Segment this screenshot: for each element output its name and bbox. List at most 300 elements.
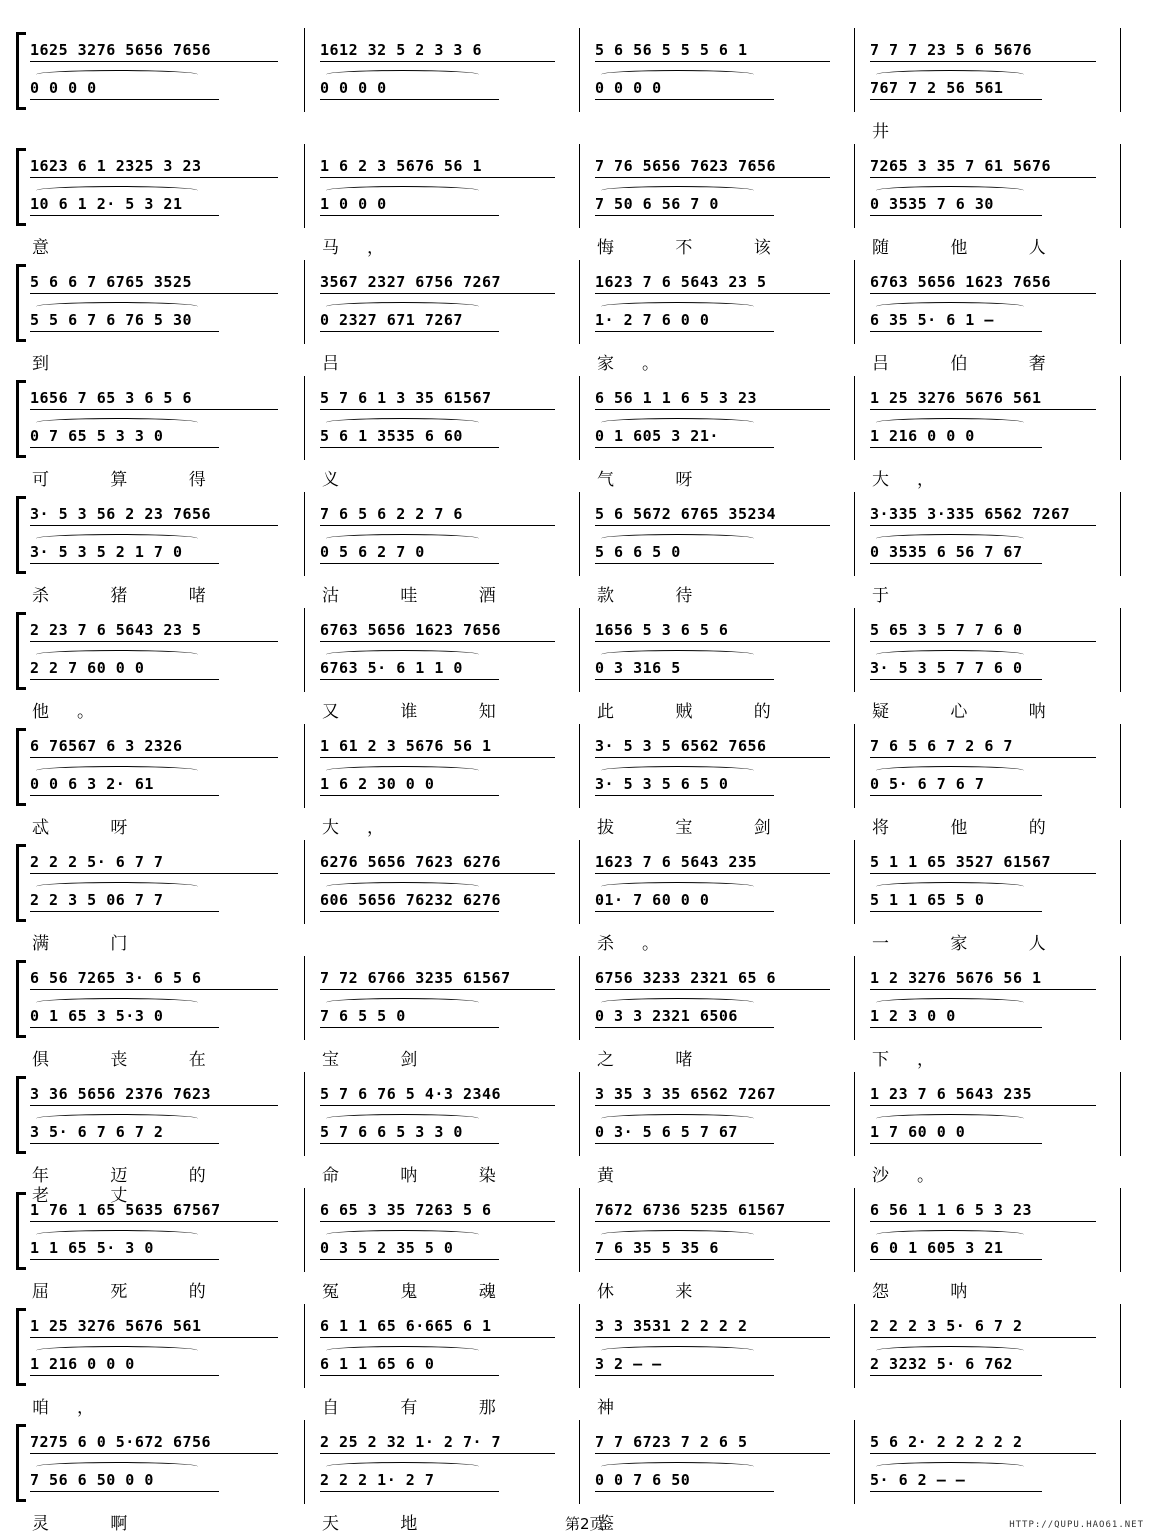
site-watermark: HTTP://QUPU.HAO61.NET: [1009, 1520, 1144, 1530]
lyric-text: 款 待: [597, 586, 721, 606]
measure: [870, 840, 1116, 956]
beam-line: [595, 525, 830, 526]
beam-line: [595, 1105, 830, 1106]
measure: [595, 492, 850, 608]
accompaniment-notes: 5 1 1 65 5 0: [870, 891, 985, 909]
beam-line: [30, 1143, 219, 1144]
beam-line: [870, 989, 1096, 990]
accompaniment-notes: 2 3232 5· 6 762: [870, 1355, 1013, 1373]
measure: [320, 260, 575, 376]
barline: [304, 840, 305, 924]
lyric-text: 家。: [597, 354, 687, 374]
beam-line: [595, 1143, 774, 1144]
melody-notes: 7265 3 35 7 61 5676: [870, 157, 1052, 175]
beam-line: [320, 293, 555, 294]
accompaniment-notes: 3· 5 3 5 2 1 7 0: [30, 543, 183, 561]
accompaniment-notes: 5 7 6 6 5 3 3 0: [320, 1123, 463, 1141]
accompaniment-notes: 0 3 3 2321 6506: [595, 1007, 738, 1025]
beam-line: [320, 331, 499, 332]
melody-notes: 5 6 2· 2 2 2 2 2: [870, 1433, 1023, 1451]
melody-notes: 3· 5 3 5 6562 7656: [595, 737, 767, 755]
accompaniment-notes: 0 0 6 3 2· 61: [30, 775, 154, 793]
melody-notes: 5 7 6 76 5 4·3 2346: [320, 1085, 502, 1103]
measure: [870, 260, 1116, 376]
measure: [870, 28, 1116, 144]
barline: [304, 1304, 305, 1388]
lyric-text: 疑 心 呐: [872, 702, 1074, 722]
beam-line: [30, 447, 219, 448]
beam-line: [595, 1337, 830, 1338]
beam-line: [595, 409, 830, 410]
beam-line: [320, 1105, 555, 1106]
beam-line: [870, 177, 1096, 178]
melody-notes: 1 25 3276 5676 561: [870, 389, 1042, 407]
beam-line: [30, 1105, 278, 1106]
barline: [579, 1188, 580, 1272]
accompaniment-notes: 5 6 1 3535 6 60: [320, 427, 463, 445]
barline: [304, 376, 305, 460]
lyric-text: 意: [32, 238, 77, 258]
measure: [870, 1304, 1116, 1420]
barline: [579, 724, 580, 808]
barline: [304, 1420, 305, 1504]
melody-notes: 3 3 3531 2 2 2 2: [595, 1317, 748, 1335]
beam-line: [870, 1491, 1042, 1492]
melody-notes: 1612 32 5 2 3 3 6: [320, 41, 483, 59]
accompaniment-notes: 0 3535 6 56 7 67: [870, 543, 1023, 561]
beam-line: [30, 409, 278, 410]
system-bracket: [16, 728, 26, 806]
barline: [1120, 724, 1121, 808]
measure: [320, 144, 575, 260]
melody-notes: 7 7 6723 7 2 6 5: [595, 1433, 748, 1451]
barline: [854, 28, 855, 112]
melody-notes: 5 1 1 65 3527 61567: [870, 853, 1052, 871]
melody-notes: 3·335 3·335 6562 7267: [870, 505, 1071, 523]
lyric-text: 沽 哇 酒: [322, 586, 524, 606]
beam-line: [320, 641, 555, 642]
melody-notes: 6276 5656 7623 6276: [320, 853, 502, 871]
measure: [595, 1072, 850, 1188]
lyric-text: 杀 猪 啫: [32, 586, 234, 606]
beam-line: [870, 331, 1042, 332]
melody-notes: 1 76 1 65 5635 67567: [30, 1201, 221, 1219]
lyric-text: 杀。: [597, 934, 687, 954]
beam-line: [595, 293, 830, 294]
beam-line: [320, 1221, 555, 1222]
accompaniment-notes: 606 5656 76232 6276: [320, 891, 502, 909]
lyric-text: 马，: [322, 238, 412, 258]
lyric-text: 他。: [32, 702, 122, 722]
accompaniment-notes: 1 216 0 0 0: [870, 427, 975, 445]
beam-line: [595, 911, 774, 912]
beam-line: [870, 1027, 1042, 1028]
melody-notes: 1625 3276 5656 7656: [30, 41, 212, 59]
measure: [30, 376, 300, 492]
system-bracket: [16, 1076, 26, 1154]
lyric-text: 沙。: [872, 1166, 962, 1186]
beam-line: [595, 757, 830, 758]
accompaniment-notes: 0 0 0 0: [320, 79, 387, 97]
accompaniment-notes: 0 2327 671 7267: [320, 311, 463, 329]
barline: [579, 1072, 580, 1156]
measure: [30, 608, 300, 724]
beam-line: [870, 61, 1096, 62]
measure: [320, 492, 575, 608]
beam-line: [595, 61, 830, 62]
measure: [30, 1072, 300, 1206]
beam-line: [320, 563, 499, 564]
beam-line: [595, 331, 774, 332]
accompaniment-notes: 767 7 2 56 561: [870, 79, 1004, 97]
accompaniment-notes: 1 0 0 0: [320, 195, 387, 213]
melody-notes: 6 76567 6 3 2326: [30, 737, 183, 755]
barline: [854, 376, 855, 460]
melody-notes: 3 36 5656 2376 7623: [30, 1085, 212, 1103]
barline: [304, 144, 305, 228]
beam-line: [320, 989, 555, 990]
beam-line: [30, 641, 278, 642]
page-footer: [0, 1510, 1152, 1534]
lyric-text: 满 门: [32, 934, 156, 954]
measure: [870, 724, 1116, 840]
system-bracket: [16, 496, 26, 574]
beam-line: [870, 447, 1042, 448]
accompaniment-notes: 0 5· 6 7 6 7: [870, 775, 985, 793]
system-bracket: [16, 148, 26, 226]
melody-notes: 6 56 1 1 6 5 3 23: [595, 389, 758, 407]
lyric-text: 大，: [872, 470, 962, 490]
beam-line: [320, 795, 499, 796]
beam-line: [30, 1221, 278, 1222]
beam-line: [320, 911, 499, 912]
lyric-text: 冤 鬼 魂: [322, 1282, 524, 1302]
beam-line: [30, 1453, 278, 1454]
beam-line: [30, 61, 278, 62]
lyric-text: 咱，: [32, 1398, 122, 1418]
measure: [870, 376, 1116, 492]
beam-line: [30, 679, 219, 680]
measure: [595, 1188, 850, 1304]
accompaniment-notes: 7 56 6 50 0 0: [30, 1471, 154, 1489]
score-system: [16, 28, 1138, 142]
measure: [870, 144, 1116, 260]
measure: [320, 28, 575, 144]
accompaniment-notes: 0 1 65 3 5·3 0: [30, 1007, 164, 1025]
beam-line: [870, 1375, 1042, 1376]
melody-notes: 1 6 2 3 5676 56 1: [320, 157, 483, 175]
beam-line: [30, 1027, 219, 1028]
beam-line: [870, 1221, 1096, 1222]
barline: [1120, 840, 1121, 924]
beam-line: [870, 409, 1096, 410]
barline: [579, 492, 580, 576]
barline: [854, 840, 855, 924]
barline: [304, 492, 305, 576]
measure: [870, 608, 1116, 724]
accompaniment-notes: 0 1 605 3 21·: [595, 427, 719, 445]
barline: [1120, 1304, 1121, 1388]
barline: [854, 1188, 855, 1272]
lyric-text: 自 有 那: [322, 1398, 524, 1418]
system-bracket: [16, 264, 26, 342]
beam-line: [320, 61, 555, 62]
beam-line: [320, 1143, 499, 1144]
accompaniment-notes: 2 2 3 5 06 7 7: [30, 891, 164, 909]
beam-line: [320, 1491, 499, 1492]
accompaniment-notes: 0 7 65 5 3 3 0: [30, 427, 164, 445]
measure: [320, 724, 575, 840]
melody-notes: 5 6 5672 6765 35234: [595, 505, 777, 523]
score-system: [16, 1304, 1138, 1418]
barline: [304, 260, 305, 344]
beam-line: [595, 641, 830, 642]
melody-notes: 6756 3233 2321 65 6: [595, 969, 777, 987]
melody-notes: 2 2 2 5· 6 7 7: [30, 853, 164, 871]
score-system: [16, 724, 1138, 838]
melody-notes: 2 23 7 6 5643 23 5: [30, 621, 202, 639]
lyric-text: 下，: [872, 1050, 962, 1070]
accompaniment-notes: 3 5· 6 7 6 7 2: [30, 1123, 164, 1141]
accompaniment-notes: 7 6 5 5 0: [320, 1007, 406, 1025]
beam-line: [595, 1259, 774, 1260]
barline: [1120, 260, 1121, 344]
beam-line: [320, 409, 555, 410]
measure: [595, 376, 850, 492]
melody-notes: 3567 2327 6756 7267: [320, 273, 502, 291]
beam-line: [30, 911, 219, 912]
melody-notes: 2 2 2 3 5· 6 7 2: [870, 1317, 1023, 1335]
melody-notes: 7 6 5 6 7 2 6 7: [870, 737, 1013, 755]
barline: [1120, 1188, 1121, 1272]
accompaniment-notes: 1 216 0 0 0: [30, 1355, 135, 1373]
lyric-text: 此 贼 的: [597, 702, 799, 722]
measure: [320, 376, 575, 492]
beam-line: [870, 525, 1096, 526]
barline: [579, 376, 580, 460]
beam-line: [320, 1375, 499, 1376]
score-system: [16, 956, 1138, 1070]
beam-line: [595, 679, 774, 680]
barline: [579, 144, 580, 228]
lyric-text: 年 迈 的 老 丈: [32, 1166, 234, 1206]
barline: [1120, 492, 1121, 576]
beam-line: [320, 177, 555, 178]
beam-line: [870, 679, 1042, 680]
beam-line: [870, 1143, 1042, 1144]
beam-line: [320, 215, 499, 216]
barline: [854, 144, 855, 228]
beam-line: [320, 679, 499, 680]
lyric-text: 天 地: [322, 1514, 446, 1534]
beam-line: [595, 99, 774, 100]
system-bracket: [16, 1308, 26, 1386]
barline: [304, 956, 305, 1040]
melody-notes: 5 65 3 5 7 7 6 0: [870, 621, 1023, 639]
accompaniment-notes: 6 0 1 605 3 21: [870, 1239, 1004, 1257]
measure: [595, 144, 850, 260]
beam-line: [320, 757, 555, 758]
accompaniment-notes: 0 0 7 6 50: [595, 1471, 691, 1489]
beam-line: [870, 1105, 1096, 1106]
beam-line: [30, 177, 278, 178]
beam-line: [30, 99, 219, 100]
accompaniment-notes: 1 2 3 0 0: [870, 1007, 956, 1025]
barline: [304, 28, 305, 112]
beam-line: [320, 1259, 499, 1260]
barline: [1120, 28, 1121, 112]
measure: [320, 1072, 575, 1188]
system-bracket: [16, 1192, 26, 1270]
accompaniment-notes: 7 50 6 56 7 0: [595, 195, 719, 213]
beam-line: [595, 563, 774, 564]
accompaniment-notes: 0 5 6 2 7 0: [320, 543, 425, 561]
melody-notes: 1656 5 3 6 5 6: [595, 621, 729, 639]
melody-notes: 6 56 1 1 6 5 3 23: [870, 1201, 1033, 1219]
barline: [1120, 144, 1121, 228]
barline: [854, 608, 855, 692]
measure: [30, 724, 300, 840]
page-number: 第2页: [565, 1515, 605, 1533]
barline: [304, 608, 305, 692]
melody-notes: 6763 5656 1623 7656: [870, 273, 1052, 291]
barline: [1120, 1072, 1121, 1156]
melody-notes: 5 6 6 7 6765 3525: [30, 273, 193, 291]
melody-notes: 7 7 7 23 5 6 5676: [870, 41, 1033, 59]
accompaniment-notes: 1· 2 7 6 0 0: [595, 311, 710, 329]
lyric-text: 休 来: [597, 1282, 721, 1302]
accompaniment-notes: 10 6 1 2· 5 3 21: [30, 195, 183, 213]
measure: [30, 840, 300, 956]
beam-line: [595, 873, 830, 874]
lyric-text: 忒 呀: [32, 818, 156, 838]
beam-line: [870, 1337, 1096, 1338]
beam-line: [30, 1375, 219, 1376]
accompaniment-notes: 3· 5 3 5 6 5 0: [595, 775, 729, 793]
system-bracket: [16, 844, 26, 922]
beam-line: [870, 563, 1042, 564]
barline: [579, 28, 580, 112]
measure: [30, 492, 300, 608]
lyric-text: 吕 伯 奢: [872, 354, 1074, 374]
beam-line: [870, 1453, 1096, 1454]
melody-notes: 7 72 6766 3235 61567: [320, 969, 511, 987]
beam-line: [30, 795, 219, 796]
measure: [30, 956, 300, 1072]
lyric-text: 拔 宝 剑: [597, 818, 799, 838]
system-bracket: [16, 1424, 26, 1502]
melody-notes: 1 2 3276 5676 56 1: [870, 969, 1042, 987]
beam-line: [320, 1453, 555, 1454]
melody-notes: 3 35 3 35 6562 7267: [595, 1085, 777, 1103]
beam-line: [320, 447, 499, 448]
lyric-text: 大，: [322, 818, 412, 838]
beam-line: [870, 757, 1096, 758]
beam-line: [870, 99, 1042, 100]
lyric-text: 之 啫: [597, 1050, 721, 1070]
beam-line: [320, 873, 555, 874]
barline: [854, 1420, 855, 1504]
measure: [30, 28, 300, 144]
beam-line: [870, 795, 1042, 796]
measure: [595, 28, 850, 144]
melody-notes: 6 65 3 35 7263 5 6: [320, 1201, 492, 1219]
beam-line: [595, 1221, 830, 1222]
score-system: [16, 260, 1138, 374]
lyric-text: 随 他 人: [872, 238, 1074, 258]
beam-line: [320, 99, 499, 100]
accompaniment-notes: 3· 5 3 5 7 7 6 0: [870, 659, 1023, 677]
measure: [320, 1188, 575, 1304]
measure: [320, 1304, 575, 1420]
beam-line: [320, 1027, 499, 1028]
measure: [870, 1188, 1116, 1304]
melody-notes: 1 23 7 6 5643 235: [870, 1085, 1033, 1103]
lyric-text: 将 他 的: [872, 818, 1074, 838]
barline: [854, 1304, 855, 1388]
measure: [870, 956, 1116, 1072]
melody-notes: 1623 6 1 2325 3 23: [30, 157, 202, 175]
accompaniment-notes: 2 2 7 60 0 0: [30, 659, 145, 677]
beam-line: [870, 873, 1096, 874]
accompaniment-notes: 0 3535 7 6 30: [870, 195, 994, 213]
beam-line: [30, 1491, 219, 1492]
melody-notes: 6763 5656 1623 7656: [320, 621, 502, 639]
accompaniment-notes: 7 6 35 5 35 6: [595, 1239, 719, 1257]
melody-notes: 5 6 56 5 5 5 6 1: [595, 41, 748, 59]
accompaniment-notes: 5 5 6 7 6 76 5 30: [30, 311, 193, 329]
lyric-text: 悔 不 该: [597, 238, 799, 258]
barline: [579, 1420, 580, 1504]
barline: [579, 840, 580, 924]
score-system: [16, 1188, 1138, 1302]
beam-line: [30, 525, 278, 526]
melody-notes: 6 56 7265 3· 6 5 6: [30, 969, 202, 987]
beam-line: [595, 989, 830, 990]
melody-notes: 7672 6736 5235 61567: [595, 1201, 786, 1219]
accompaniment-notes: 1 6 2 30 0 0: [320, 775, 435, 793]
measure: [30, 144, 300, 260]
lyric-text: 命 呐 染: [322, 1166, 524, 1186]
lyric-text: 灵 啊: [32, 1514, 156, 1534]
lyric-text: 俱 丧 在: [32, 1050, 234, 1070]
beam-line: [870, 293, 1096, 294]
accompaniment-notes: 3 2 — —: [595, 1355, 662, 1373]
lyric-text: 黄: [597, 1166, 642, 1186]
accompaniment-notes: 0 3· 5 6 5 7 67: [595, 1123, 738, 1141]
barline: [1120, 956, 1121, 1040]
lyric-text: 井: [872, 122, 917, 142]
beam-line: [595, 447, 774, 448]
measure: [595, 260, 850, 376]
accompaniment-notes: 6 35 5· 6 1 —: [870, 311, 994, 329]
beam-line: [30, 989, 278, 990]
score-system: [16, 144, 1138, 258]
beam-line: [870, 641, 1096, 642]
melody-notes: 1 25 3276 5676 561: [30, 1317, 202, 1335]
lyric-text: 义: [322, 470, 367, 490]
beam-line: [320, 525, 555, 526]
barline: [1120, 1420, 1121, 1504]
accompaniment-notes: 2 2 2 1· 2 7: [320, 1471, 435, 1489]
lyric-text: 可 算 得: [32, 470, 234, 490]
accompaniment-notes: 0 3 5 2 35 5 0: [320, 1239, 454, 1257]
measure: [595, 724, 850, 840]
barline: [1120, 608, 1121, 692]
score-system: [16, 608, 1138, 722]
lyric-text: 怨 呐: [872, 1282, 996, 1302]
measure: [320, 840, 575, 956]
